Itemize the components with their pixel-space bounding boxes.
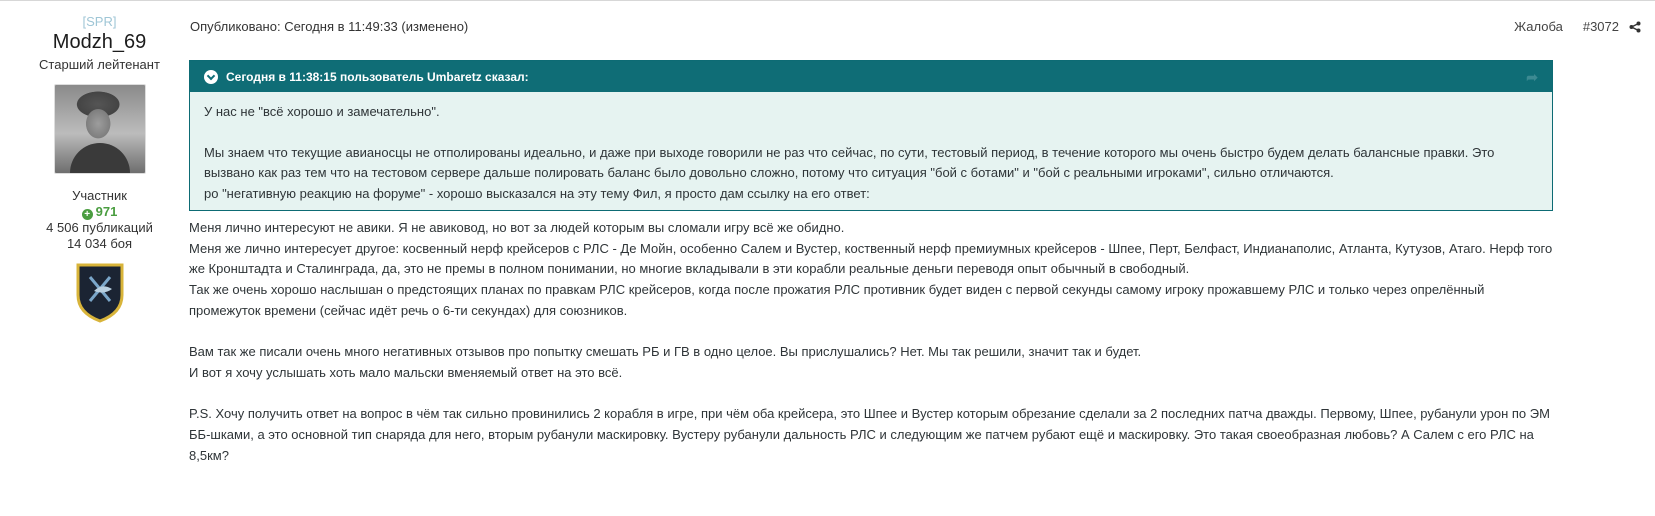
quote-body xyxy=(190,92,1552,204)
report-link[interactable]: Жалоба xyxy=(1514,19,1563,34)
quote-paragraph: ро "негативную реакцию на форуме" - хорошо высказался на эту тему Фил, я просто дам ссылку на его ответ: xyxy=(204,185,870,201)
post-meta: Опубликовано: Сегодня в 11:49:33 (изменено) xyxy=(190,19,469,34)
quote-header[interactable] xyxy=(190,61,1552,92)
publications-count: 4 506 публикаций xyxy=(46,220,153,235)
quote-block xyxy=(189,60,1553,211)
post-actions xyxy=(1514,19,1641,34)
post-paragraph: Вам так же писали очень много негативных отзывов про попытку смешать РБ и ГВ в одно целое. Вы прислушались? Нет. Мы так решили, значит так и будет. xyxy=(189,344,1142,360)
post-paragraph: Меня же лично интересует другое: косвенный нерф крейсеров с РЛС - Де Мойн, особенно Салем и Вустер, коственный нерф премиумных крейсеров - Шпее, Перт, Белфаст, Индианаполис, Атланта, Кутузов, Атаго. Нерф того же Кронштадта и Сталинграда, да, это не премы в полном понимании, но многие вкладывали в эти корабли реальные деньги переводя опыт обычный в свободный. xyxy=(189,240,1553,277)
author-group: Участник xyxy=(72,188,127,203)
share-arrow-icon[interactable]: ➦ xyxy=(1526,69,1538,85)
chevron-down-circle-icon[interactable] xyxy=(204,70,218,84)
quote-paragraph: Мы знаем что текущие авианосцы не отполированы идеально, и даже при выходе говорили не раз что сейчас, по сути, тестовый период, в течение которого мы очень быстро будем делать балансные правки. Это вызвано как раз тем что на тестовом сервере дальше полировать баланс было довольно сложно, потому что ситуация "бой с ботами" и "бой с реальными игроками", сильно отличаются. xyxy=(204,144,1495,180)
author-username[interactable]: Modzh_69 xyxy=(52,31,147,53)
author-panel xyxy=(0,14,199,328)
post-content xyxy=(189,218,1554,466)
post-paragraph: Так же очень хорошо наслышан о предстоящих планах по правкам РЛС крейсеров, когда после прожатия РЛС противник будет виден с первой секунды самому игроку прожавшему РЛС и только через опрелённый промежуток времени (сейчас идёт речь о 6-ти секундах) для союзников. xyxy=(189,282,1485,318)
plus-circle-icon: + xyxy=(82,209,93,220)
reputation-badge xyxy=(0,204,199,220)
post-paragraph: Меня лично интересуют не авики. Я не авиковод, но вот за людей которым вы сломали игру всё же обидно. xyxy=(189,220,845,235)
clan-emblem-icon xyxy=(74,261,126,323)
post-paragraph: P.S. Хочу получить ответ на вопрос в чём так сильно провинились 2 корабля в игре, при чём оба крейсера, это Шпее и Вустер которым обрезание сделали за 2 последних патча дважды. Первому, Шпее, рубанули урон по ЭМ ББ-шками, а это основной тип снаряда для него, вторым рубанули маскировку. Вустеру рубанули дальность РЛС и следующим же патчем рубают ещё и маскировку. Это такая своеобразная любовь? А Салем с его РЛС на 8,5км? xyxy=(189,406,1550,463)
clan-tag[interactable]: [SPR] xyxy=(82,14,117,29)
share-icon[interactable] xyxy=(1629,21,1641,33)
author-rank: Старший лейтенант xyxy=(39,57,160,72)
post-number-link[interactable]: #3072 xyxy=(1582,19,1619,34)
battles-count: 14 034 боя xyxy=(66,236,133,251)
avatar[interactable] xyxy=(54,84,146,174)
quote-citation: Сегодня в 11:38:15 пользователь Umbaretz сказал: xyxy=(226,69,529,84)
post-paragraph: И вот я хочу услышать хоть мало мальски вменяемый ответ на это всё. xyxy=(189,364,623,380)
top-divider xyxy=(0,0,1655,1)
reputation-value: 971 xyxy=(95,204,118,219)
quote-paragraph: У нас не "всё хорошо и замечательно". xyxy=(204,104,440,119)
